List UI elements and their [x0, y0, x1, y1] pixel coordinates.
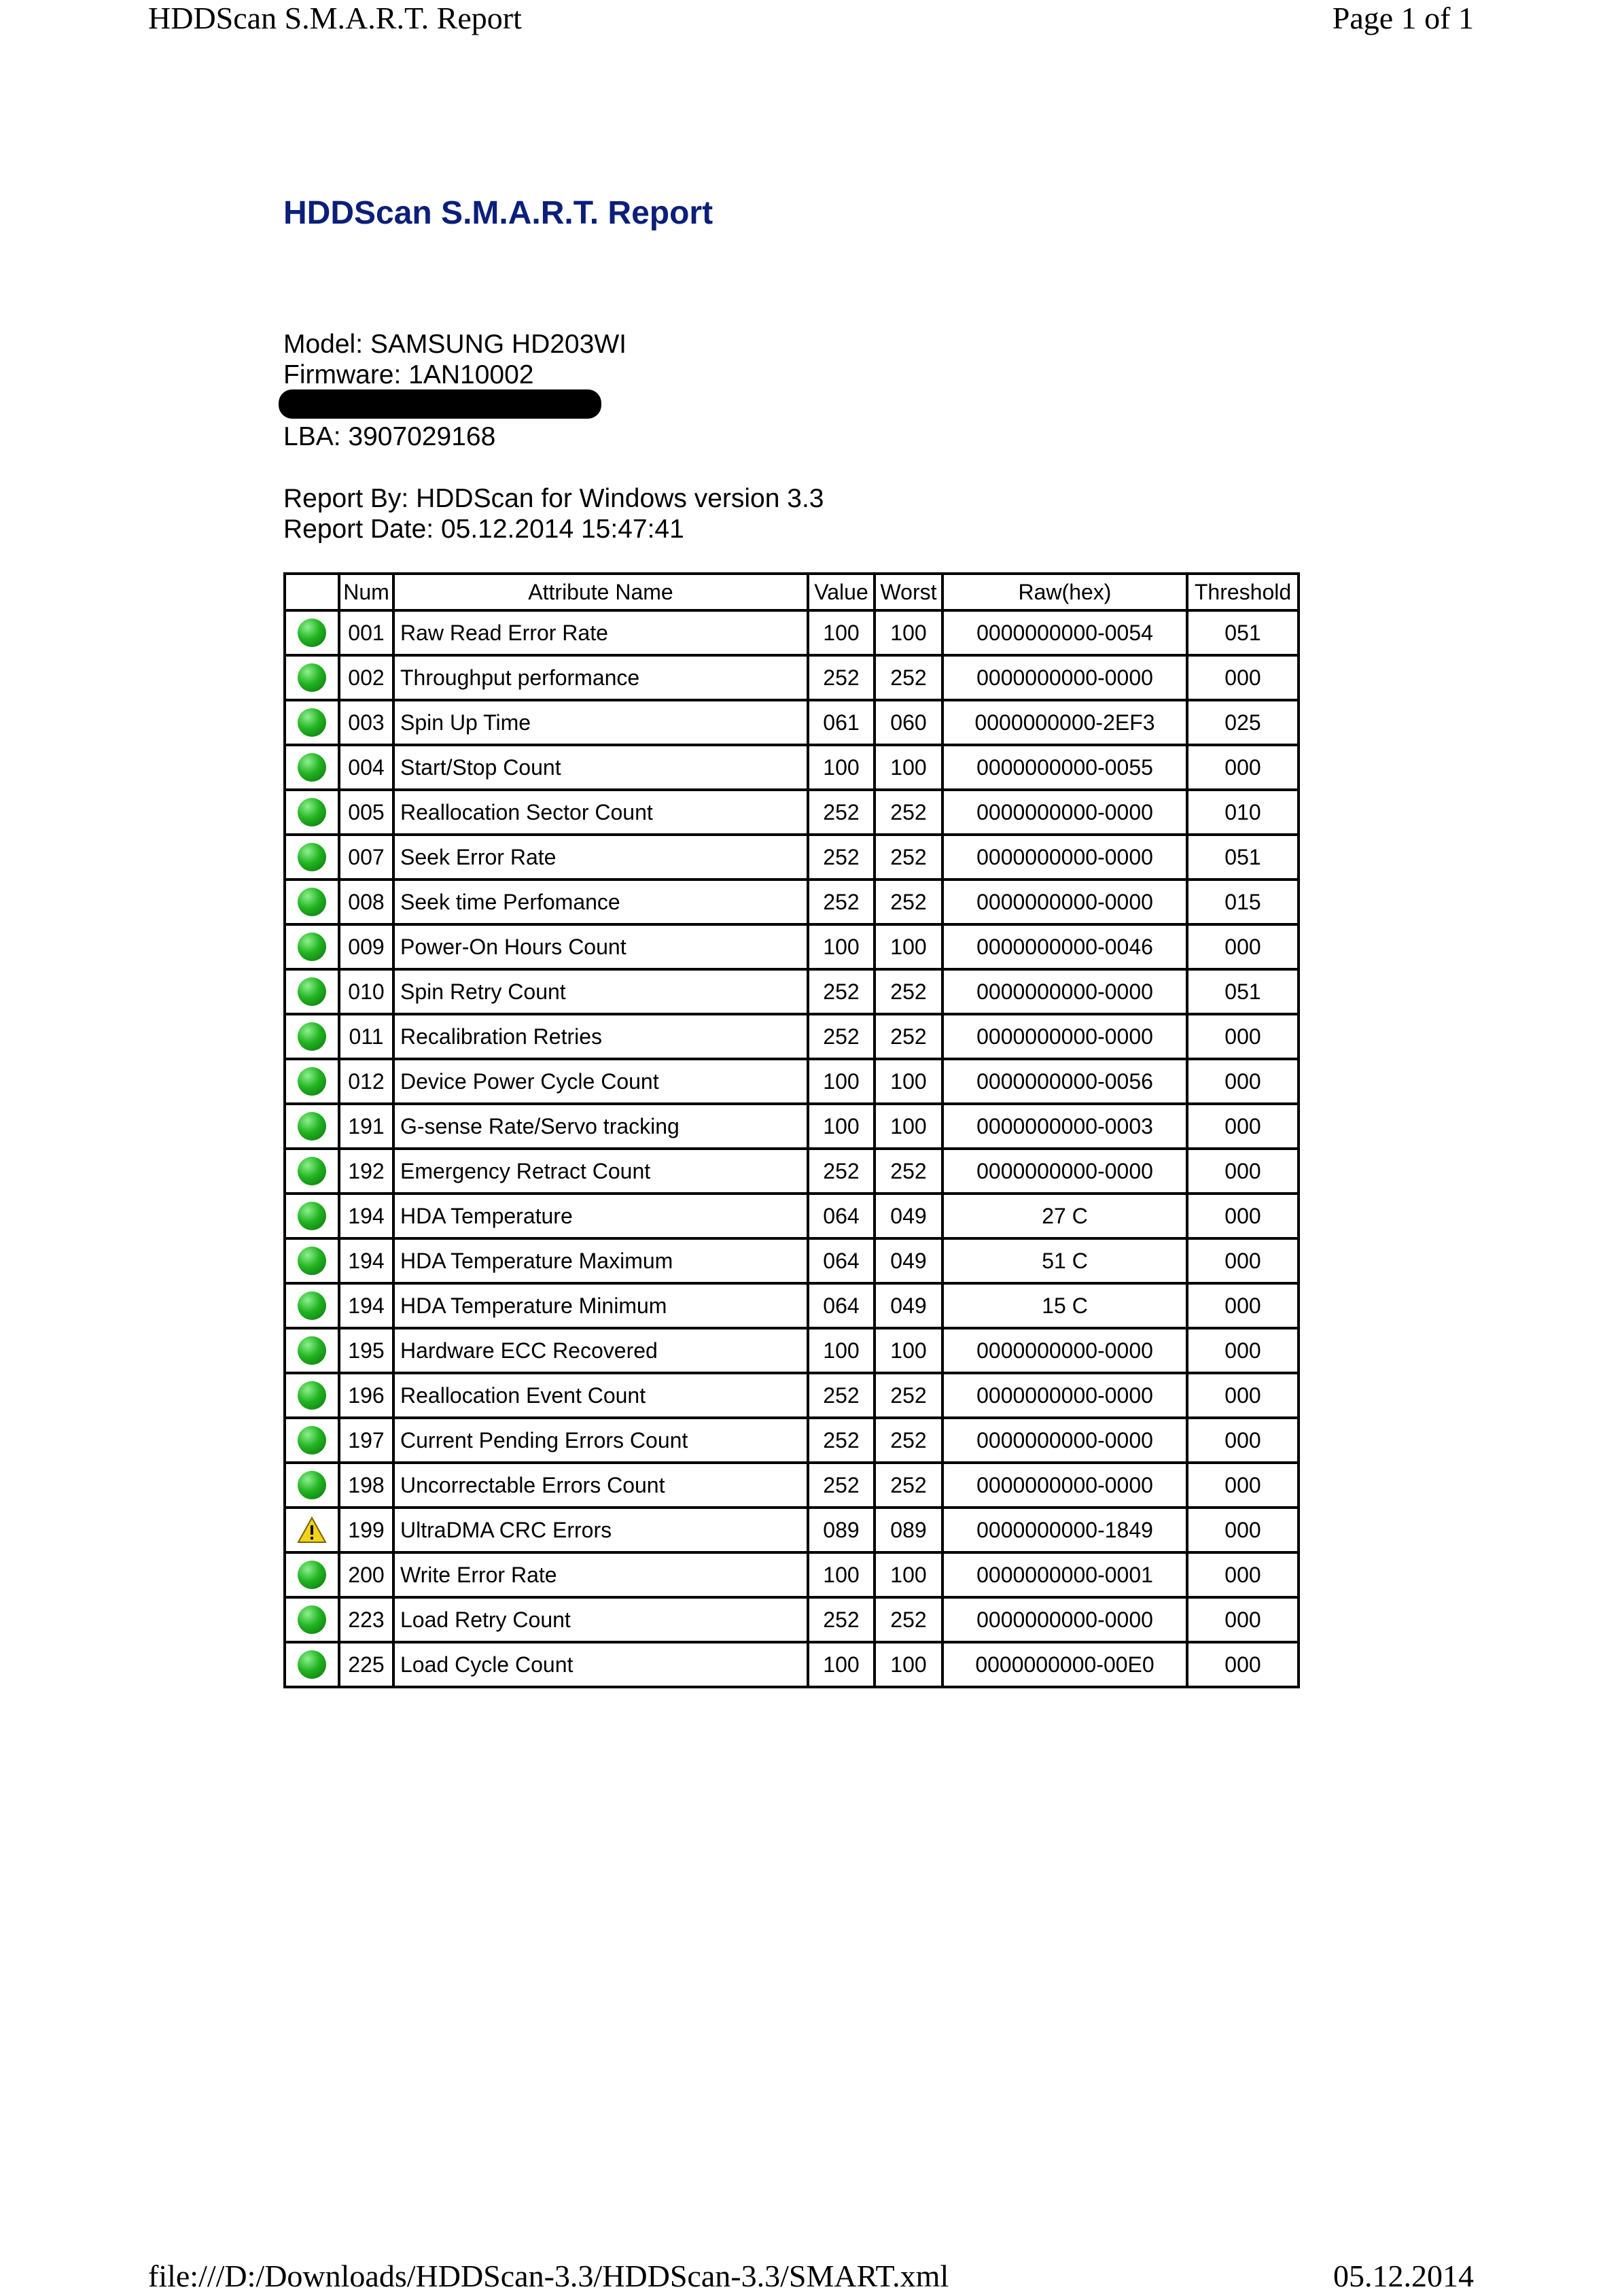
cell-attribute-name: Recalibration Retries: [395, 1015, 807, 1058]
ok-status-icon: [298, 1291, 326, 1320]
table-row: [286, 1554, 1297, 1596]
ok-status-icon: [298, 1067, 326, 1096]
cell-num: 225: [340, 1643, 392, 1686]
table-row: [286, 1285, 1297, 1327]
cell-status: [286, 1599, 338, 1641]
table-row: [286, 1240, 1297, 1282]
cell-raw: 27 C: [944, 1195, 1186, 1237]
cell-attribute-name: Hardware ECC Recovered: [395, 1329, 807, 1372]
cell-status: [286, 1419, 338, 1461]
cell-worst: 100: [876, 1060, 941, 1102]
ok-status-icon: [298, 619, 326, 647]
cell-attribute-name: HDA Temperature Maximum: [395, 1240, 807, 1282]
table-row: [286, 1509, 1297, 1551]
table-row: [286, 836, 1297, 878]
cell-raw: 0000000000-0000: [944, 836, 1186, 878]
header-value: Value: [809, 575, 873, 609]
cell-worst: 049: [876, 1240, 941, 1282]
cell-attribute-name: HDA Temperature Minimum: [395, 1285, 807, 1327]
cell-raw: 0000000000-0000: [944, 1419, 1186, 1461]
cell-status: [286, 881, 338, 923]
cell-value: 252: [809, 971, 873, 1013]
cell-worst: 100: [876, 1105, 941, 1147]
table-row: [286, 791, 1297, 833]
table-row: [286, 1015, 1297, 1058]
cell-num: 199: [340, 1509, 392, 1551]
header-raw: Raw(hex): [944, 575, 1186, 609]
cell-raw: 0000000000-0000: [944, 1599, 1186, 1641]
page-footer-left: file:///D:/Downloads/HDDScan-3.3/HDDScan-3.3/SMART.xml: [148, 2259, 949, 2293]
cell-threshold: 010: [1188, 791, 1297, 833]
cell-worst: 252: [876, 1015, 941, 1058]
cell-raw: 0000000000-0000: [944, 1374, 1186, 1416]
cell-threshold: 000: [1188, 1150, 1297, 1192]
cell-num: 192: [340, 1150, 392, 1192]
cell-raw: 0000000000-0000: [944, 1464, 1186, 1506]
ok-status-icon: [298, 1112, 326, 1141]
cell-worst: 252: [876, 1374, 941, 1416]
cell-worst: 100: [876, 926, 941, 968]
report-title: HDDScan S.M.A.R.T. Report: [283, 195, 713, 231]
table-row: [286, 1643, 1297, 1686]
cell-num: 194: [340, 1285, 392, 1327]
cell-attribute-name: Spin Up Time: [395, 701, 807, 744]
cell-status: [286, 1464, 338, 1506]
cell-value: 252: [809, 881, 873, 923]
cell-worst: 100: [876, 746, 941, 788]
ok-status-icon: [298, 663, 326, 692]
cell-threshold: 000: [1188, 926, 1297, 968]
cell-raw: 0000000000-0046: [944, 926, 1186, 968]
cell-worst: 049: [876, 1195, 941, 1237]
cell-status: [286, 1643, 338, 1686]
cell-threshold: 000: [1188, 1015, 1297, 1058]
table-header-row: [286, 575, 1297, 609]
cell-raw: 51 C: [944, 1240, 1186, 1282]
ok-status-icon: [298, 977, 326, 1006]
cell-value: 252: [809, 1464, 873, 1506]
cell-status: [286, 1554, 338, 1596]
cell-raw: 0000000000-0055: [944, 746, 1186, 788]
cell-threshold: 000: [1188, 746, 1297, 788]
cell-num: 191: [340, 1105, 392, 1147]
cell-raw: 0000000000-0000: [944, 1015, 1186, 1058]
cell-value: 100: [809, 612, 873, 654]
ok-status-icon: [298, 933, 326, 961]
table-row: [286, 1464, 1297, 1506]
table-row: [286, 881, 1297, 923]
cell-raw: 0000000000-0056: [944, 1060, 1186, 1102]
cell-num: 194: [340, 1240, 392, 1282]
cell-threshold: 051: [1188, 612, 1297, 654]
cell-num: 200: [340, 1554, 392, 1596]
model-line: Model: SAMSUNG HD203WI: [283, 330, 627, 359]
cell-attribute-name: Write Error Rate: [395, 1554, 807, 1596]
table-row: [286, 971, 1297, 1013]
cell-attribute-name: UltraDMA CRC Errors: [395, 1509, 807, 1551]
cell-num: 012: [340, 1060, 392, 1102]
cell-status: [286, 657, 338, 699]
cell-value: 252: [809, 1150, 873, 1192]
cell-status: [286, 701, 338, 744]
cell-attribute-name: Throughput performance: [395, 657, 807, 699]
cell-status: [286, 1195, 338, 1237]
cell-num: 002: [340, 657, 392, 699]
header-threshold: Threshold: [1188, 575, 1297, 609]
page-header-right: Page 1 of 1: [1332, 1, 1474, 35]
cell-status: [286, 1329, 338, 1372]
cell-threshold: 000: [1188, 1195, 1297, 1237]
table-row: [286, 1150, 1297, 1192]
ok-status-icon: [298, 1247, 326, 1275]
cell-value: 252: [809, 1599, 873, 1641]
table-row: [286, 1105, 1297, 1147]
cell-status: [286, 612, 338, 654]
cell-threshold: 051: [1188, 836, 1297, 878]
cell-threshold: 000: [1188, 1464, 1297, 1506]
cell-num: 003: [340, 701, 392, 744]
table-row: [286, 1329, 1297, 1372]
cell-attribute-name: Current Pending Errors Count: [395, 1419, 807, 1461]
cell-worst: 252: [876, 1599, 941, 1641]
header-status: [286, 575, 338, 609]
cell-value: 064: [809, 1195, 873, 1237]
cell-value: 064: [809, 1240, 873, 1282]
ok-status-icon: [298, 1022, 326, 1051]
cell-threshold: 025: [1188, 701, 1297, 744]
cell-worst: 060: [876, 701, 941, 744]
cell-num: 198: [340, 1464, 392, 1506]
cell-attribute-name: HDA Temperature: [395, 1195, 807, 1237]
ok-status-icon: [298, 843, 326, 871]
table-row: [286, 701, 1297, 744]
cell-value: 100: [809, 746, 873, 788]
cell-attribute-name: Seek Error Rate: [395, 836, 807, 878]
cell-value: 061: [809, 701, 873, 744]
cell-attribute-name: Load Retry Count: [395, 1599, 807, 1641]
cell-attribute-name: Reallocation Event Count: [395, 1374, 807, 1416]
cell-threshold: 000: [1188, 1060, 1297, 1102]
cell-attribute-name: Spin Retry Count: [395, 971, 807, 1013]
cell-attribute-name: Power-On Hours Count: [395, 926, 807, 968]
cell-num: 194: [340, 1195, 392, 1237]
ok-status-icon: [298, 1336, 326, 1365]
ok-status-icon: [298, 1157, 326, 1185]
cell-threshold: 000: [1188, 1374, 1297, 1416]
cell-raw: 0000000000-0000: [944, 657, 1186, 699]
cell-worst: 252: [876, 881, 941, 923]
cell-attribute-name: Device Power Cycle Count: [395, 1060, 807, 1102]
cell-raw: 0000000000-0000: [944, 791, 1186, 833]
warning-icon: [297, 1516, 327, 1544]
cell-attribute-name: Start/Stop Count: [395, 746, 807, 788]
cell-num: 011: [340, 1015, 392, 1058]
table-row: [286, 1060, 1297, 1102]
cell-status: [286, 1509, 338, 1551]
cell-threshold: 015: [1188, 881, 1297, 923]
ok-status-icon: [298, 1561, 326, 1589]
cell-worst: 100: [876, 1554, 941, 1596]
cell-raw: 0000000000-1849: [944, 1509, 1186, 1551]
cell-attribute-name: Reallocation Sector Count: [395, 791, 807, 833]
cell-worst: 252: [876, 1464, 941, 1506]
smart-table-body: [286, 612, 1297, 1686]
table-row: [286, 657, 1297, 699]
cell-value: 252: [809, 1419, 873, 1461]
cell-threshold: 000: [1188, 1105, 1297, 1147]
cell-status: [286, 1374, 338, 1416]
cell-raw: 0000000000-0003: [944, 1105, 1186, 1147]
cell-status: [286, 1015, 338, 1058]
cell-value: 252: [809, 1374, 873, 1416]
cell-value: 252: [809, 836, 873, 878]
cell-value: 252: [809, 657, 873, 699]
cell-worst: 089: [876, 1509, 941, 1551]
cell-attribute-name: Raw Read Error Rate: [395, 612, 807, 654]
cell-num: 008: [340, 881, 392, 923]
ok-status-icon: [298, 1605, 326, 1634]
cell-threshold: 000: [1188, 1599, 1297, 1641]
cell-status: [286, 1150, 338, 1192]
cell-worst: 252: [876, 657, 941, 699]
cell-status: [286, 1240, 338, 1282]
cell-threshold: 000: [1188, 1419, 1297, 1461]
cell-threshold: 000: [1188, 1643, 1297, 1686]
report-by-line: Report By: HDDScan for Windows version 3.3: [283, 484, 824, 513]
cell-value: 100: [809, 1554, 873, 1596]
cell-status: [286, 791, 338, 833]
cell-threshold: 051: [1188, 971, 1297, 1013]
cell-threshold: 000: [1188, 1240, 1297, 1282]
cell-num: 223: [340, 1599, 392, 1641]
cell-num: 005: [340, 791, 392, 833]
table-row: [286, 926, 1297, 968]
cell-status: [286, 1105, 338, 1147]
table-row: [286, 746, 1297, 788]
ok-status-icon: [298, 1650, 326, 1679]
cell-worst: 252: [876, 791, 941, 833]
cell-threshold: 000: [1188, 657, 1297, 699]
cell-value: 100: [809, 1329, 873, 1372]
table-row: [286, 1374, 1297, 1416]
cell-threshold: 000: [1188, 1285, 1297, 1327]
cell-raw: 0000000000-0001: [944, 1554, 1186, 1596]
ok-status-icon: [298, 888, 326, 916]
cell-raw: 0000000000-2EF3: [944, 701, 1186, 744]
cell-status: [286, 926, 338, 968]
table-row: [286, 1419, 1297, 1461]
ok-status-icon: [298, 1202, 326, 1230]
cell-worst: 049: [876, 1285, 941, 1327]
cell-raw: 0000000000-0054: [944, 612, 1186, 654]
ok-status-icon: [298, 798, 326, 827]
cell-attribute-name: Uncorrectable Errors Count: [395, 1464, 807, 1506]
ok-status-icon: [298, 753, 326, 782]
cell-status: [286, 1285, 338, 1327]
cell-threshold: 000: [1188, 1329, 1297, 1372]
cell-value: 100: [809, 1643, 873, 1686]
cell-raw: 0000000000-0000: [944, 881, 1186, 923]
page-footer-right: 05.12.2014: [1333, 2259, 1474, 2293]
cell-num: 196: [340, 1374, 392, 1416]
report-date-line: Report Date: 05.12.2014 15:47:41: [283, 515, 684, 544]
cell-value: 064: [809, 1285, 873, 1327]
header-worst: Worst: [876, 575, 941, 609]
cell-threshold: 000: [1188, 1509, 1297, 1551]
cell-num: 004: [340, 746, 392, 788]
cell-value: 252: [809, 1015, 873, 1058]
cell-num: 001: [340, 612, 392, 654]
cell-status: [286, 836, 338, 878]
cell-attribute-name: G-sense Rate/Servo tracking: [395, 1105, 807, 1147]
cell-value: 089: [809, 1509, 873, 1551]
cell-num: 195: [340, 1329, 392, 1372]
cell-status: [286, 971, 338, 1013]
table-row: [286, 1599, 1297, 1641]
cell-num: 009: [340, 926, 392, 968]
cell-value: 252: [809, 791, 873, 833]
ok-status-icon: [298, 1471, 326, 1499]
cell-attribute-name: Seek time Perfomance: [395, 881, 807, 923]
cell-raw: 0000000000-0000: [944, 1150, 1186, 1192]
page-header-left: HDDScan S.M.A.R.T. Report: [148, 1, 522, 35]
cell-worst: 252: [876, 836, 941, 878]
header-num: Num: [340, 575, 392, 609]
cell-worst: 100: [876, 1643, 941, 1686]
cell-num: 197: [340, 1419, 392, 1461]
firmware-line: Firmware: 1AN10002: [283, 360, 534, 389]
lba-line: LBA: 3907029168: [283, 422, 496, 451]
cell-threshold: 000: [1188, 1554, 1297, 1596]
ok-status-icon: [298, 1381, 326, 1410]
table-row: [286, 1195, 1297, 1237]
cell-value: 100: [809, 1105, 873, 1147]
ok-status-icon: [298, 708, 326, 737]
cell-raw: 15 C: [944, 1285, 1186, 1327]
cell-attribute-name: Emergency Retract Count: [395, 1150, 807, 1192]
cell-status: [286, 1060, 338, 1102]
cell-raw: 0000000000-00E0: [944, 1643, 1186, 1686]
cell-raw: 0000000000-0000: [944, 971, 1186, 1013]
cell-attribute-name: Load Cycle Count: [395, 1643, 807, 1686]
cell-num: 010: [340, 971, 392, 1013]
smart-table: [283, 572, 1300, 1688]
cell-worst: 100: [876, 612, 941, 654]
cell-raw: 0000000000-0000: [944, 1329, 1186, 1372]
header-attribute-name: Attribute Name: [395, 575, 807, 609]
cell-worst: 100: [876, 1329, 941, 1372]
cell-value: 100: [809, 926, 873, 968]
cell-worst: 252: [876, 1150, 941, 1192]
table-row: [286, 612, 1297, 654]
ok-status-icon: [298, 1426, 326, 1455]
redaction-bar: [279, 389, 601, 419]
cell-status: [286, 746, 338, 788]
cell-worst: 252: [876, 971, 941, 1013]
cell-value: 100: [809, 1060, 873, 1102]
cell-worst: 252: [876, 1419, 941, 1461]
cell-num: 007: [340, 836, 392, 878]
